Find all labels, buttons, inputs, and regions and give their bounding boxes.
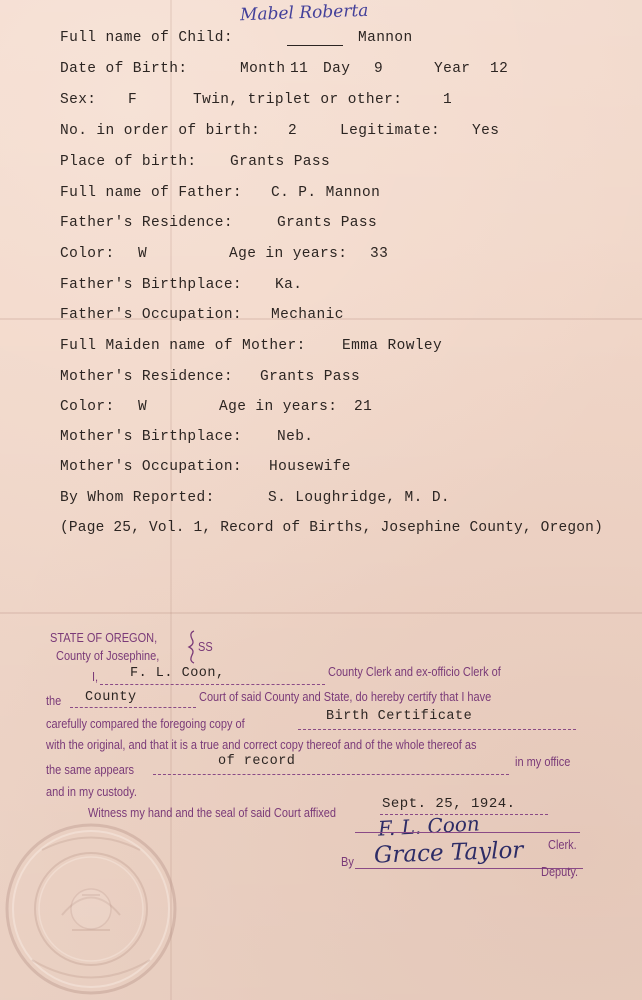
clerk-title-text: County Clerk and ex-officio Clerk of <box>328 665 501 679</box>
deputy-signature: Grace Taylor <box>373 837 524 869</box>
clerk-label: Clerk. <box>548 838 577 852</box>
place-value: Grants Pass <box>230 154 331 170</box>
county-heading: County of Josephine, <box>56 649 160 663</box>
original-text: with the original, and that it is a true and correct copy thereof and of the whole thereof as <box>46 738 477 752</box>
mother-birthplace-value: Neb. <box>277 429 314 445</box>
mother-residence-value: Grants Pass <box>260 369 361 385</box>
order-label: No. in order of birth: <box>60 123 261 139</box>
day-value: 9 <box>374 61 384 77</box>
mother-color-value: W <box>138 399 148 415</box>
state-heading: STATE OF OREGON, <box>50 631 158 645</box>
ss-label: SS <box>198 640 213 654</box>
child-given-name: Mabel Roberta <box>239 0 369 26</box>
court-seal-icon <box>2 820 180 998</box>
the-label: the <box>46 694 62 708</box>
father-occupation-label: Father's Occupation: <box>60 307 243 323</box>
court-text: Court of said County and State, do hereby certify that I have <box>199 690 492 704</box>
legitimate-label: Legitimate: <box>340 123 441 139</box>
mother-age-label: Age in years: <box>219 399 338 415</box>
child-surname: Mannon <box>358 30 413 46</box>
father-color-value: W <box>138 246 148 262</box>
appears-text: the same appears <box>46 763 135 777</box>
court-type-line <box>70 707 196 708</box>
clerk-signature-line <box>355 832 580 833</box>
father-name-value: C. P. Mannon <box>271 185 381 201</box>
witness-text: Witness my hand and the seal of said Court affixed <box>88 806 337 820</box>
court-type: County <box>85 690 137 705</box>
mother-occupation-label: Mother's Occupation: <box>60 459 243 475</box>
father-birthplace-label: Father's Birthplace: <box>60 277 243 293</box>
order-value: 2 <box>288 123 298 139</box>
father-birthplace-value: Ka. <box>275 277 303 293</box>
name-blank-line <box>287 45 343 46</box>
clerk-name-line <box>100 684 325 685</box>
twin-value: 1 <box>443 92 453 108</box>
appears-line <box>153 774 509 775</box>
mother-color-label: Color: <box>60 399 115 415</box>
clerk-name: F. L. Coon, <box>130 666 225 681</box>
certification-date: Sept. 25, 1924. <box>382 796 516 812</box>
legitimate-value: Yes <box>472 123 500 139</box>
twin-label: Twin, triplet or other: <box>193 92 403 108</box>
father-color-label: Color: <box>60 246 115 262</box>
paper-fold <box>0 612 642 614</box>
document-type-line <box>298 729 576 730</box>
mother-occupation-value: Housewife <box>269 459 351 475</box>
mother-birthplace-label: Mother's Birthplace: <box>60 429 243 445</box>
mother-name-label: Full Maiden name of Mother: <box>60 338 306 354</box>
month-label: Month <box>240 61 286 77</box>
sex-value: F <box>128 92 138 108</box>
father-residence-value: Grants Pass <box>277 215 378 231</box>
custody-text: and in my custody. <box>46 785 137 799</box>
sex-label: Sex: <box>60 92 97 108</box>
by-label: By <box>341 855 354 869</box>
compared-text: carefully compared the foregoing copy of <box>46 717 245 731</box>
father-occupation-value: Mechanic <box>271 307 344 323</box>
document-type: Birth Certificate <box>326 709 473 724</box>
mother-residence-label: Mother's Residence: <box>60 369 233 385</box>
child-name-label: Full name of Child: <box>60 30 233 46</box>
month-value: 11 <box>290 61 309 77</box>
year-label: Year <box>434 61 471 77</box>
place-label: Place of birth: <box>60 154 197 170</box>
father-name-label: Full name of Father: <box>60 185 243 201</box>
father-residence-label: Father's Residence: <box>60 215 233 231</box>
reported-by-label: By Whom Reported: <box>60 490 215 506</box>
appears-fill: of record <box>218 754 296 769</box>
dob-label: Date of Birth: <box>60 61 188 77</box>
mother-name-value: Emma Rowley <box>342 338 443 354</box>
year-value: 12 <box>490 61 509 77</box>
father-age-value: 33 <box>370 246 389 262</box>
office-text: in my office <box>515 755 571 769</box>
father-age-label: Age in years: <box>229 246 348 262</box>
mother-age-value: 21 <box>354 399 373 415</box>
record-reference: (Page 25, Vol. 1, Record of Births, Josephine County, Oregon) <box>60 520 603 536</box>
i-label: I, <box>92 670 99 684</box>
day-label: Day <box>323 61 351 77</box>
reported-by-value: S. Loughridge, M. D. <box>268 490 451 506</box>
clerk-signature: F. L. Coon <box>377 811 481 841</box>
deputy-label: Deputy. <box>541 865 579 879</box>
brace-icon <box>186 630 198 664</box>
